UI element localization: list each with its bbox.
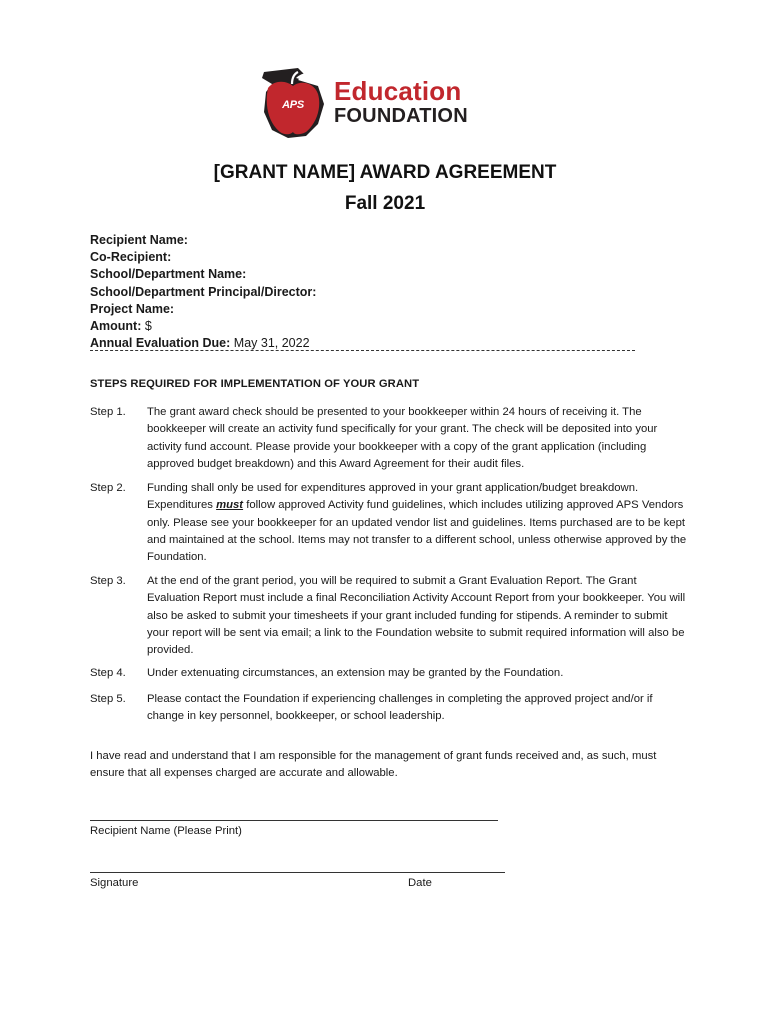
acknowledgement-statement: I have read and understand that I am responsible for the management of grant funds received and, as such, must ensure that all expenses charged are accurate and allowable. [90,750,657,780]
step-text: The grant award check should be presented to your bookkeeper within 24 hours of receiving it. The bookkeeper will create an activity fund specifically for your grant. The check will be deposited into your activity fund account. Please provide your bookkeeper with a copy of the grant application (including approved budget breakdown) and this Award Agreement for their audit files. [147,406,658,470]
step-text: At the end of the grant period, you will be required to submit a Grant Evaluation Report. The Grant Evaluation Report must include a final Reconciliation Activity Account Report from your bookkeeper. You will also be asked to submit your timesheets if your grant included funding for stipends. A reminder to submit your report will be sent via email; a link to the Foundation website to submit required information will also be provided. [147,575,686,657]
step-text-part: follow approved Activity fund guidelines, which includes utilizing approved APS Vendors only. Please see your bookkeeper for an updated vendor list and guidelines. Items purchased are to be kept and maintained at the school. Items may not transfer to a different school, unless otherwise approved by the Foundation. [147,499,687,564]
logo-badge-text: APS [282,99,304,111]
steps-heading: STEPS REQUIRED FOR IMPLEMENTATION OF YOUR GRANT [90,378,420,390]
document-subtitle: Fall 2021 [344,193,426,214]
field-label: Project Name: [90,301,175,316]
step-number: Step 3. [90,575,126,587]
field-value: $ [144,319,152,334]
aps-education-foundation-logo [258,64,490,144]
document-title: [GRANT NAME] AWARD AGREEMENT [213,162,557,183]
field-amount [90,318,316,335]
field-label: Amount: [90,319,142,334]
signature-label: Signature [90,877,139,889]
step-text [147,480,687,566]
field-value: May 31, 2022 [233,336,310,351]
field-label: School/Department Name: [90,267,247,282]
field-label: Recipient Name: [90,233,188,247]
step-number: Step 5. [90,693,126,705]
step-text-part: Funding shall only be used for expenditures approved in your grant application/budget breakdown. Expenditures [147,482,639,512]
signature-line[interactable] [90,872,505,874]
step-number: Step 1. [90,406,126,418]
step-text: Please contact the Foundation if experiencing challenges in completing the approved project and/or if change in key personnel, bookkeeper, or school leadership. [147,693,653,723]
step-text: Under extenuating circumstances, an extension may be granted by the Foundation. [147,667,564,679]
recipient-fields [90,232,316,352]
logo-line-foundation: FOUNDATION [334,105,468,127]
step-number: Step 4. [90,667,126,679]
field-co-recipient [90,249,316,266]
step-number: Step 2. [90,482,126,494]
field-school-department-name [90,266,316,283]
field-project-name [90,301,316,318]
field-label: Annual Evaluation Due: [90,336,231,351]
date-label: Date [408,877,432,889]
field-label: School/Department Principal/Director: [90,284,317,299]
logo-line-education: Education [334,76,462,106]
dashed-divider [90,350,635,352]
field-recipient-name [90,232,316,249]
step-emphasis: must [216,499,244,512]
recipient-name-label: Recipient Name (Please Print) [90,825,242,837]
field-principal-director [90,284,316,301]
field-label: Co-Recipient: [90,250,172,265]
recipient-name-line[interactable] [90,820,498,822]
